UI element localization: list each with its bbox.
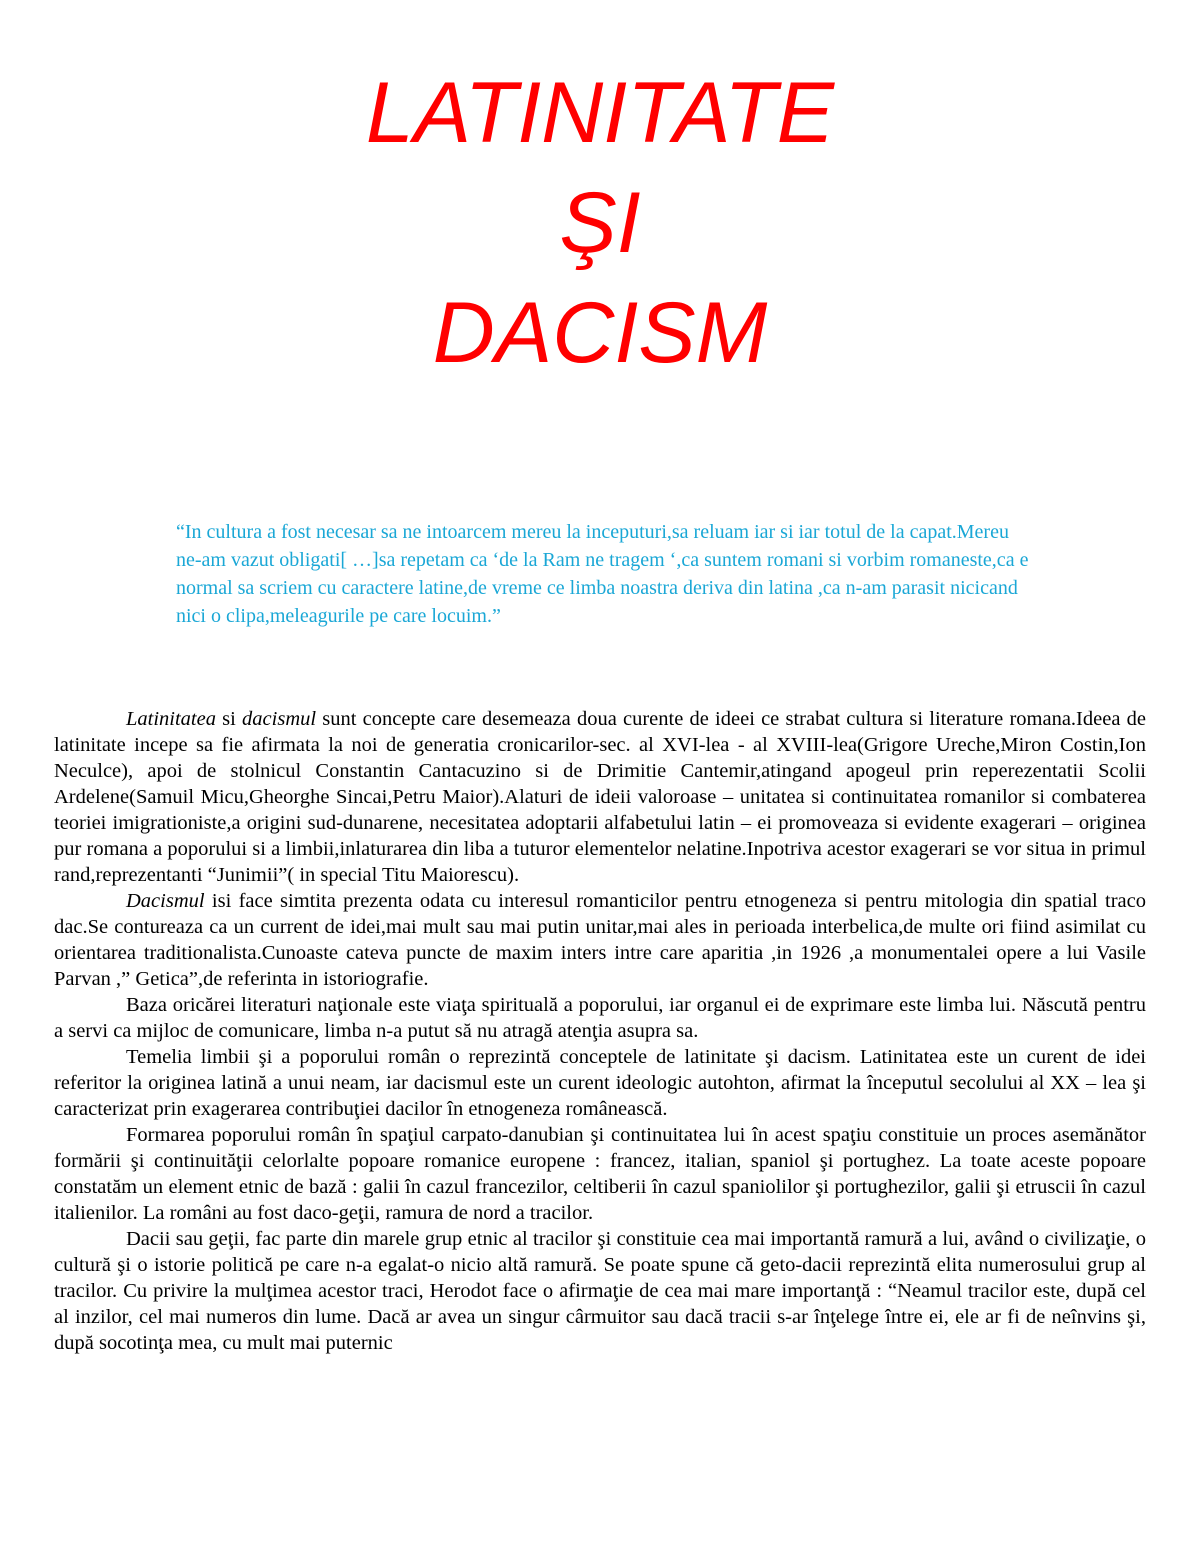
- paragraph-dacismul: [54, 888, 1146, 992]
- paragraph-baza-literaturii: Baza oricărei literaturi naţionale este viaţa spirituală a poporului, iar organul ei de exprimare este limba lui. Născută pentru a servi ca mijloc de comunicare, limba n-a putut să nu atragă atenţia asupra sa.: [54, 994, 1146, 1042]
- paragraph-latinitate: [54, 706, 1146, 888]
- title-line-si: ŞI: [559, 175, 641, 271]
- paragraph-text: isi face simtita prezenta odata cu interesul romanticilor pentru etnogeneza si pentru mitologia din spatial traco dac.Se contureaza ca un current de idei,mai mult sau mai putin unitar,mai ales in perioada interbelica,de multe ori fiind asimilat cu orientarea traditionalista.Cunoaste cateva puncte de maxim inters intre care aparitia ,in 1926 ,a monumentalei opere a lui Vasile Parvan ,” Getica”,de referinta in istoriografie.: [54, 890, 1146, 990]
- paragraph-formarea-poporului: Formarea poporului român în spaţiul carpato-danubian şi continuitatea lui în acest spaţiu constituie un proces asemănător formării şi continuităţii celorlalte popoare romanice europene : francez, italian, spaniol şi portughez. La toate aceste popoare constatăm un element etnic de bază : galii în cazul francezilor, celtiberii în cazul spaniolilor şi portughezilor, galii şi etruscii în cazul italienilor. La români au fost daco-geţii, ramura de nord a tracilor.: [54, 1124, 1146, 1224]
- epigraph-quote: “In cultura a fost necesar sa ne intoarcem mereu la inceputuri,sa reluam iar si iar totul de la capat.Mereu ne-am vazut obligati[ …]sa repetam ca ‘de la Ram ne tragem ‘,ca suntem romani si vorbim romaneste,ca e normal sa scriem cu caractere latine,de vreme ce limba noastra deriva din latina ,ca n-am parasit nicicand nici o clipa,meleagurile pe care locuim.”: [176, 521, 1029, 627]
- paragraph-conjunction: si: [215, 708, 243, 730]
- document-title: [0, 58, 1200, 388]
- term-dacismul: dacismul: [242, 708, 317, 730]
- title-line-dacism: DACISM: [432, 285, 768, 381]
- title-line-latinitate: LATINITATE: [365, 65, 835, 161]
- paragraph-temelia-limbii: Temelia limbii şi a poporului român o reprezintă conceptele de latinitate şi dacism. Latinitatea este un curent de idei referitor la originea latină a unui neam, iar dacismul este un curent ideologic autohton, afirmat la începutul secolului al XX – lea şi caracterizat prin exagerarea contribuţiei dacilor în etnogeneza românească.: [54, 1046, 1146, 1120]
- paragraph-text: sunt concepte care desemeaza doua curente de ideei ce strabat cultura si literature romana.Ideea de latinitate incepe sa fie afirmata la noi de generatia cronicarilor-sec. al XVI-lea - al XVIII-lea(Grigore Ureche,Miron Costin,Ion Neculce), apoi de stolnicul Constantin Cantacuzino si de Drimitie Cantemir,atingand apogeul prin reperezentatii Scolii Ardelene(Samuil Micu,Gheorghe Sincai,Petru Maior).Alaturi de ideii valoroase – unitatea si continuitatea romanilor si combaterea teoriei imigrationiste,a origini sud-dunarene, necesitatea adoptarii alfabetului latin – ei promoveaza si evidente exagerari – originea pur romana a poporului si a limbii,inlaturarea din liba a tuturor elementelor nelatine.Inpotriva acestor exagerari se vor situa in primul rand,reprezentanti “Junimii”( in special Titu Maiorescu).: [54, 708, 1146, 886]
- body-text: [54, 706, 1146, 1356]
- paragraph-dacii-getii: Dacii sau geţii, fac parte din marele grup etnic al tracilor şi constituie cea mai importantă ramură a lui, având o civilizaţie, o cultură şi o istorie politică pe care n-a egalat-o nicio altă ramură. Se poate spune că geto-dacii reprezintă elita numerosului grup al tracilor. Cu privire la mulţimea acestor traci, Herodot face o afirmaţie de cea mai mare importanţă : “Neamul tracilor este, după cel al inzilor, cel mai numeros din lume. Dacă ar avea un singur cârmuitor sau dacă tracii s-ar înţelege între ei, ele ar fi de neînvins şi, după socotinţa mea, cu mult mai puternic: [54, 1228, 1146, 1354]
- term-latinitatea: Latinitatea: [126, 708, 216, 730]
- term-dacismul-heading: Dacismul: [126, 890, 205, 912]
